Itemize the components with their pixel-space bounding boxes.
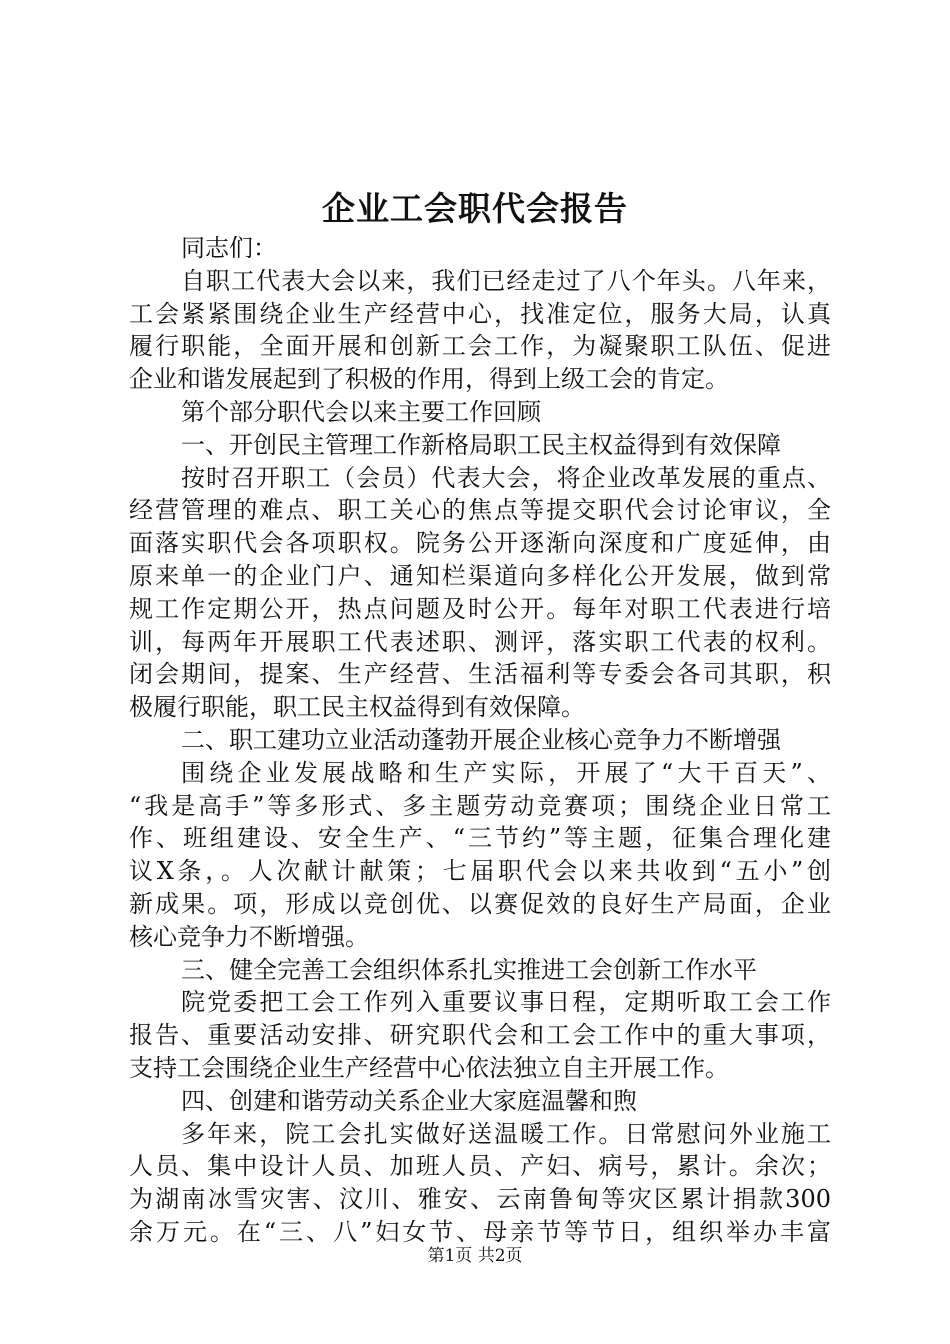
document-body bbox=[129, 232, 831, 1249]
text-line: 作、班组建设、安全生产、“三节约”等主题，征集合理化建 bbox=[129, 824, 831, 853]
text-line: 履行职能，全面开展和创新工会工作，为凝聚职工队伍、促进 bbox=[129, 332, 831, 361]
text-line: 新成果。项，形成以竞创优、以赛促效的良好生产局面，企业 bbox=[129, 889, 831, 918]
text-line: 第个部分职代会以来主要工作回顾 bbox=[181, 397, 541, 426]
text-line: 余万元。在“三、八”妇女节、母亲节等节日，组织举办丰富 bbox=[129, 1217, 831, 1246]
text-line: 二、职工建功立业活动蓬勃开展企业核心竞争力不断增强 bbox=[181, 725, 781, 754]
text-line: 议X条，。人次献计献策；七届职代会以来共收到“五小”创 bbox=[129, 857, 831, 886]
text-line: 工会紧紧围绕企业生产经营中心，找准定位，服务大局，认真 bbox=[129, 299, 831, 328]
text-line: 极履行职能，职工民主权益得到有效保障。 bbox=[129, 693, 585, 722]
text-line: 多年来，院工会扎实做好送温暖工作。日常慰问外业施工 bbox=[181, 1119, 831, 1148]
text-line: 同志们： bbox=[181, 234, 277, 262]
text-line: “我是高手”等多形式、多主题劳动竞赛项；围绕企业日常工 bbox=[129, 791, 831, 820]
text-line: 三、健全完善工会组织体系扎实推进工会创新工作水平 bbox=[181, 955, 757, 984]
page-footer: 第1页 共2页 bbox=[427, 1246, 523, 1266]
text-line: 面落实职代会各项职权。院务公开逐渐向深度和广度延伸，由 bbox=[129, 529, 831, 558]
text-line: 为湖南冰雪灾害、汶川、雅安、云南鲁甸等灾区累计捐款300 bbox=[129, 1185, 831, 1214]
text-line: 原来单一的企业门户、通知栏渠道向多样化公开发展，做到常 bbox=[129, 561, 831, 590]
text-line: 经营管理的难点、职工关心的焦点等提交职代会讨论审议，全 bbox=[129, 496, 831, 525]
text-line: 核心竞争力不断增强。 bbox=[129, 922, 369, 951]
text-line: 围绕企业发展战略和生产实际，开展了“大干百天”、 bbox=[181, 758, 831, 787]
text-line: 自职工代表大会以来，我们已经走过了八个年头。八年来， bbox=[181, 266, 831, 295]
text-line: 规工作定期公开，热点问题及时公开。每年对职工代表进行培 bbox=[129, 594, 831, 623]
text-line: 一、开创民主管理工作新格局职工民主权益得到有效保障 bbox=[181, 430, 781, 459]
text-line: 支持工会围绕企业生产经营中心依法独立自主开展工作。 bbox=[129, 1053, 729, 1082]
text-line: 训，每两年开展职工代表述职、测评，落实职工代表的权利。 bbox=[129, 627, 831, 656]
text-line: 闭会期间，提案、生产经营、生活福利等专委会各司其职，积 bbox=[129, 660, 831, 689]
text-line: 按时召开职工（会员）代表大会，将企业改革发展的重点、 bbox=[181, 463, 831, 492]
text-line: 人员、集中设计人员、加班人员、产妇、病号，累计。余次； bbox=[129, 1152, 831, 1181]
document-title: 企业工会职代会报告 bbox=[322, 189, 628, 228]
text-line: 院党委把工会工作列入重要议事日程，定期听取工会工作 bbox=[181, 988, 831, 1017]
text-line: 企业和谐发展起到了积极的作用，得到上级工会的肯定。 bbox=[129, 365, 729, 394]
text-line: 报告、重要活动安排、研究职代会和工会工作中的重大事项， bbox=[129, 1021, 831, 1050]
text-line: 四、创建和谐劳动关系企业大家庭温馨和煦 bbox=[181, 1086, 637, 1115]
